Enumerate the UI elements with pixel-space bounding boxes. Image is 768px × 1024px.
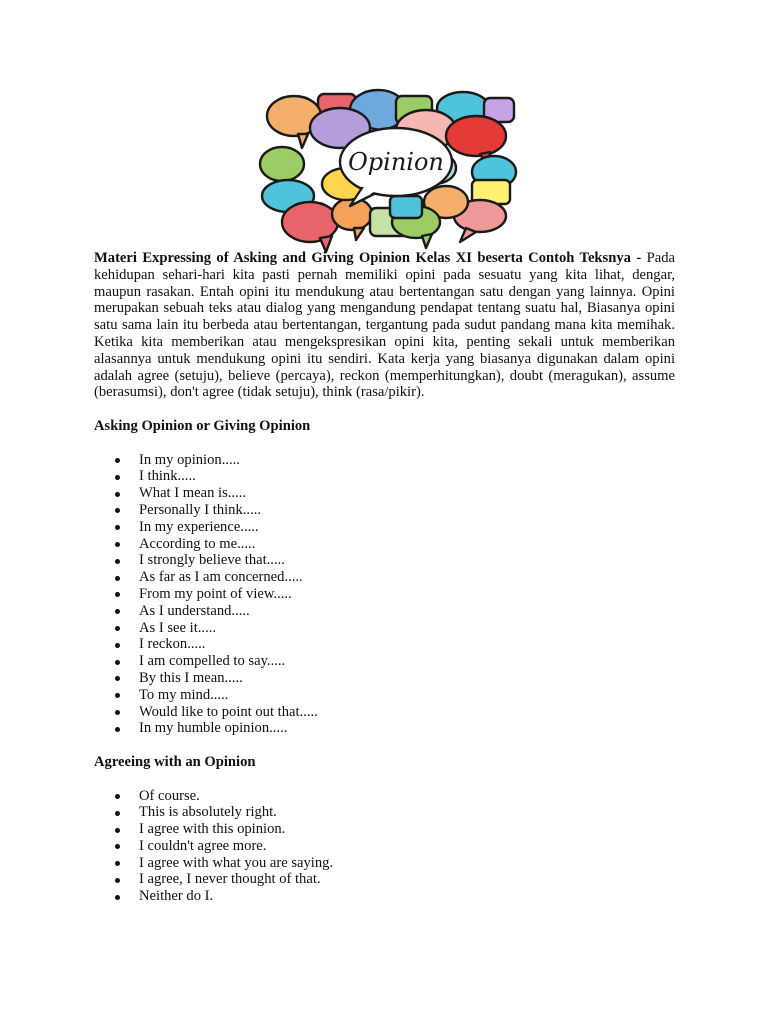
list-item: I am compelled to say..... — [94, 653, 675, 670]
opinion-speech-bubbles-illustration — [258, 88, 520, 256]
list-item: In my opinion..... — [94, 452, 675, 469]
list-item: I couldn't agree more. — [94, 838, 675, 855]
list-item: I agree with this opinion. — [94, 821, 675, 838]
section-heading-asking-giving-opinion: Asking Opinion or Giving Opinion — [94, 417, 311, 434]
list-item: Would like to point out that..... — [94, 704, 675, 721]
list-item: As far as I am concerned..... — [94, 569, 675, 586]
list-item: As I understand..... — [94, 603, 675, 620]
list-item: By this I mean..... — [94, 670, 675, 687]
list-item: I agree with what you are saying. — [94, 855, 675, 872]
list-item: I reckon..... — [94, 636, 675, 653]
list-item: In my experience..... — [94, 519, 675, 536]
list-item: I think..... — [94, 468, 675, 485]
list-item: To my mind..... — [94, 687, 675, 704]
list-item: Of course. — [94, 788, 675, 805]
list-item: From my point of view..... — [94, 586, 675, 603]
asking-giving-opinion-list — [94, 452, 675, 738]
list-item: According to me..... — [94, 536, 675, 553]
list-item: I agree, I never thought of that. — [94, 871, 675, 888]
section-heading-agreeing-with-opinion: Agreeing with an Opinion — [94, 753, 256, 770]
intro-paragraph — [94, 250, 675, 401]
agreeing-opinion-list — [94, 788, 675, 906]
intro-title: Materi Expressing of Asking and Giving Opinion Kelas XI beserta Contoh Teksnya - — [94, 250, 642, 266]
list-item: Personally I think..... — [94, 502, 675, 519]
list-item: What I mean is..... — [94, 485, 675, 502]
intro-text: Pada kehidupan sehari-hari kita pasti pernah memiliki opini pada sesuatu yang kita lihat, dengar, maupun rasakan. Entah opini itu mendukung atau bertentangan satu dengan yang lainnya. Opini merupakan sebuah teks atau dialog yang mengandung pendapat tentang suatu hal, Biasanya opini satu sama lain itu berbeda atau bertentangan, tergantung pada sudut pandang mana kita memihak. Ketika kita memberikan atau mengekspresikan opini kita, penting sekali untuk memberikan alasannya untuk mendukung opini itu sendiri. Kata kerja yang biasanya digunakan dalam opini adalah agree (setuju), believe (percaya), reckon (memperhitungkan), doubt (meragukan), assume (berasumsi), don't agree (tidak setuju), think (rasa/pikir). — [94, 250, 675, 401]
list-item: In my humble opinion..... — [94, 720, 675, 737]
document-body — [94, 250, 675, 905]
list-item: As I see it..... — [94, 620, 675, 637]
opinion-label: Opinion — [348, 148, 444, 176]
list-item: Neither do I. — [94, 888, 675, 905]
list-item: This is absolutely right. — [94, 804, 675, 821]
list-item: I strongly believe that..... — [94, 552, 675, 569]
